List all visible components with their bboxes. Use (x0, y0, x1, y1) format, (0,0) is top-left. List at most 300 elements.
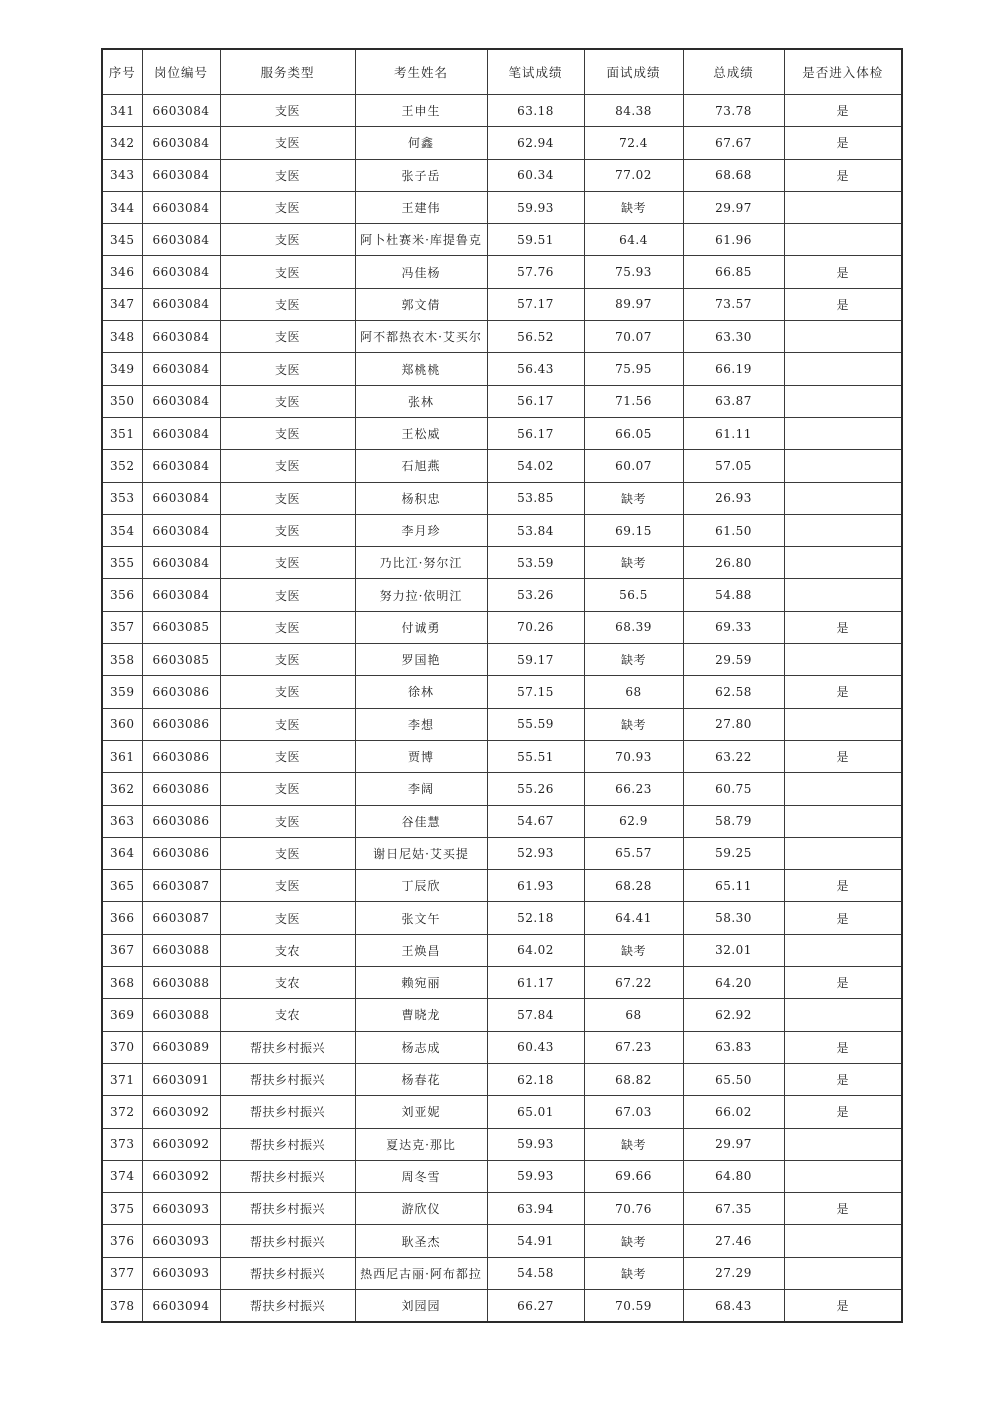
total-score-cell: 27.80 (683, 708, 784, 740)
post-code-cell: 6603091 (142, 1063, 220, 1095)
candidate-name-cell: 丁辰欣 (355, 870, 487, 902)
header-total-score: 总成绩 (683, 49, 784, 95)
row-index-cell: 345 (102, 224, 142, 256)
total-score-cell: 59.25 (683, 837, 784, 869)
service-type-cell: 帮扶乡村振兴 (220, 1160, 355, 1192)
table-row (102, 611, 902, 643)
written-score-cell: 57.84 (487, 999, 584, 1031)
total-score-cell: 61.50 (683, 514, 784, 546)
interview-score-cell: 缺考 (584, 191, 683, 223)
row-index-cell: 360 (102, 708, 142, 740)
service-type-cell: 支医 (220, 385, 355, 417)
service-type-cell: 支医 (220, 353, 355, 385)
row-index-cell: 364 (102, 837, 142, 869)
interview-score-cell: 72.4 (584, 127, 683, 159)
service-type-cell: 支农 (220, 967, 355, 999)
row-index-cell: 373 (102, 1128, 142, 1160)
post-code-cell: 6603092 (142, 1128, 220, 1160)
candidate-name-cell: 付诚勇 (355, 611, 487, 643)
row-index-cell: 343 (102, 159, 142, 191)
physical-exam-flag-cell (784, 644, 902, 676)
physical-exam-flag-cell (784, 1128, 902, 1160)
physical-exam-flag-cell (784, 934, 902, 966)
total-score-cell: 64.20 (683, 967, 784, 999)
written-score-cell: 56.43 (487, 353, 584, 385)
post-code-cell: 6603085 (142, 611, 220, 643)
row-index-cell: 357 (102, 611, 142, 643)
physical-exam-flag-cell (784, 417, 902, 449)
physical-exam-flag-cell: 是 (784, 159, 902, 191)
written-score-cell: 55.59 (487, 708, 584, 740)
service-type-cell: 支医 (220, 902, 355, 934)
interview-score-cell: 65.57 (584, 837, 683, 869)
service-type-cell: 支医 (220, 159, 355, 191)
interview-score-cell: 缺考 (584, 547, 683, 579)
row-index-cell: 378 (102, 1289, 142, 1322)
row-index-cell: 376 (102, 1225, 142, 1257)
row-index-cell: 355 (102, 547, 142, 579)
total-score-cell: 29.97 (683, 191, 784, 223)
post-code-cell: 6603087 (142, 902, 220, 934)
post-code-cell: 6603084 (142, 579, 220, 611)
post-code-cell: 6603092 (142, 1096, 220, 1128)
written-score-cell: 62.94 (487, 127, 584, 159)
written-score-cell: 63.18 (487, 95, 584, 127)
post-code-cell: 6603084 (142, 321, 220, 353)
row-index-cell: 351 (102, 417, 142, 449)
total-score-cell: 62.92 (683, 999, 784, 1031)
service-type-cell: 支医 (220, 224, 355, 256)
interview-score-cell: 缺考 (584, 1128, 683, 1160)
total-score-cell: 73.57 (683, 288, 784, 320)
physical-exam-flag-cell (784, 450, 902, 482)
interview-score-cell: 68 (584, 999, 683, 1031)
physical-exam-flag-cell (784, 482, 902, 514)
written-score-cell: 56.17 (487, 417, 584, 449)
post-code-cell: 6603086 (142, 740, 220, 772)
service-type-cell: 支医 (220, 644, 355, 676)
written-score-cell: 60.34 (487, 159, 584, 191)
interview-score-cell: 70.07 (584, 321, 683, 353)
written-score-cell: 60.43 (487, 1031, 584, 1063)
interview-score-cell: 69.66 (584, 1160, 683, 1192)
physical-exam-flag-cell (784, 321, 902, 353)
service-type-cell: 帮扶乡村振兴 (220, 1128, 355, 1160)
candidate-name-cell: 杨春花 (355, 1063, 487, 1095)
candidate-name-cell: 徐林 (355, 676, 487, 708)
candidate-name-cell: 耿圣杰 (355, 1225, 487, 1257)
row-index-cell: 365 (102, 870, 142, 902)
interview-score-cell: 69.15 (584, 514, 683, 546)
row-index-cell: 344 (102, 191, 142, 223)
service-type-cell: 支医 (220, 579, 355, 611)
row-index-cell: 347 (102, 288, 142, 320)
written-score-cell: 57.76 (487, 256, 584, 288)
interview-score-cell: 67.23 (584, 1031, 683, 1063)
table-row (102, 967, 902, 999)
total-score-cell: 61.96 (683, 224, 784, 256)
table-row (102, 547, 902, 579)
total-score-cell: 66.85 (683, 256, 784, 288)
written-score-cell: 53.85 (487, 482, 584, 514)
total-score-cell: 27.46 (683, 1225, 784, 1257)
row-index-cell: 369 (102, 999, 142, 1031)
candidate-name-cell: 张子岳 (355, 159, 487, 191)
written-score-cell: 54.02 (487, 450, 584, 482)
row-index-cell: 361 (102, 740, 142, 772)
physical-exam-flag-cell: 是 (784, 256, 902, 288)
total-score-cell: 62.58 (683, 676, 784, 708)
candidate-name-cell: 杨积忠 (355, 482, 487, 514)
row-index-cell: 359 (102, 676, 142, 708)
service-type-cell: 支医 (220, 450, 355, 482)
physical-exam-flag-cell (784, 708, 902, 740)
service-type-cell: 支医 (220, 127, 355, 159)
candidate-name-cell: 冯佳杨 (355, 256, 487, 288)
candidate-name-cell: 游欣仪 (355, 1193, 487, 1225)
score-table (101, 48, 903, 1323)
table-row (102, 353, 902, 385)
written-score-cell: 54.67 (487, 805, 584, 837)
row-index-cell: 368 (102, 967, 142, 999)
total-score-cell: 68.68 (683, 159, 784, 191)
physical-exam-flag-cell (784, 1160, 902, 1192)
total-score-cell: 57.05 (683, 450, 784, 482)
row-index-cell: 348 (102, 321, 142, 353)
candidate-name-cell: 李月珍 (355, 514, 487, 546)
candidate-name-cell: 刘园园 (355, 1289, 487, 1322)
total-score-cell: 58.79 (683, 805, 784, 837)
candidate-name-cell: 王建伟 (355, 191, 487, 223)
written-score-cell: 52.18 (487, 902, 584, 934)
interview-score-cell: 56.5 (584, 579, 683, 611)
row-index-cell: 372 (102, 1096, 142, 1128)
table-row (102, 288, 902, 320)
header-index: 序号 (102, 49, 142, 95)
post-code-cell: 6603084 (142, 127, 220, 159)
interview-score-cell: 缺考 (584, 1225, 683, 1257)
table-row (102, 999, 902, 1031)
header-written-score: 笔试成绩 (487, 49, 584, 95)
interview-score-cell: 67.03 (584, 1096, 683, 1128)
post-code-cell: 6603093 (142, 1257, 220, 1289)
table-row (102, 482, 902, 514)
service-type-cell: 支医 (220, 321, 355, 353)
post-code-cell: 6603084 (142, 417, 220, 449)
row-index-cell: 363 (102, 805, 142, 837)
post-code-cell: 6603089 (142, 1031, 220, 1063)
written-score-cell: 59.51 (487, 224, 584, 256)
post-code-cell: 6603084 (142, 482, 220, 514)
interview-score-cell: 缺考 (584, 482, 683, 514)
row-index-cell: 356 (102, 579, 142, 611)
table-row (102, 1063, 902, 1095)
row-index-cell: 367 (102, 934, 142, 966)
total-score-cell: 26.80 (683, 547, 784, 579)
total-score-cell: 66.19 (683, 353, 784, 385)
service-type-cell: 支医 (220, 482, 355, 514)
service-type-cell: 帮扶乡村振兴 (220, 1063, 355, 1095)
total-score-cell: 63.30 (683, 321, 784, 353)
service-type-cell: 支医 (220, 288, 355, 320)
interview-score-cell: 67.22 (584, 967, 683, 999)
total-score-cell: 65.50 (683, 1063, 784, 1095)
written-score-cell: 53.26 (487, 579, 584, 611)
candidate-name-cell: 赖宛丽 (355, 967, 487, 999)
physical-exam-flag-cell: 是 (784, 1289, 902, 1322)
physical-exam-flag-cell (784, 385, 902, 417)
written-score-cell: 61.17 (487, 967, 584, 999)
physical-exam-flag-cell: 是 (784, 611, 902, 643)
candidate-name-cell: 阿不都热衣木·艾买尔 (355, 321, 487, 353)
written-score-cell: 53.59 (487, 547, 584, 579)
table-row (102, 1257, 902, 1289)
physical-exam-flag-cell (784, 224, 902, 256)
candidate-name-cell: 郭文倩 (355, 288, 487, 320)
service-type-cell: 支医 (220, 611, 355, 643)
interview-score-cell: 缺考 (584, 708, 683, 740)
row-index-cell: 341 (102, 95, 142, 127)
post-code-cell: 6603084 (142, 547, 220, 579)
written-score-cell: 70.26 (487, 611, 584, 643)
written-score-cell: 63.94 (487, 1193, 584, 1225)
row-index-cell: 349 (102, 353, 142, 385)
post-code-cell: 6603092 (142, 1160, 220, 1192)
written-score-cell: 54.91 (487, 1225, 584, 1257)
written-score-cell: 66.27 (487, 1289, 584, 1322)
total-score-cell: 60.75 (683, 773, 784, 805)
post-code-cell: 6603087 (142, 870, 220, 902)
physical-exam-flag-cell (784, 773, 902, 805)
interview-score-cell: 71.56 (584, 385, 683, 417)
candidate-name-cell: 李想 (355, 708, 487, 740)
row-index-cell: 350 (102, 385, 142, 417)
candidate-name-cell: 张林 (355, 385, 487, 417)
candidate-name-cell: 乃比江·努尔江 (355, 547, 487, 579)
service-type-cell: 支医 (220, 805, 355, 837)
interview-score-cell: 89.97 (584, 288, 683, 320)
interview-score-cell: 68.39 (584, 611, 683, 643)
post-code-cell: 6603084 (142, 224, 220, 256)
physical-exam-flag-cell (784, 353, 902, 385)
service-type-cell: 支医 (220, 740, 355, 772)
interview-score-cell: 缺考 (584, 644, 683, 676)
interview-score-cell: 70.76 (584, 1193, 683, 1225)
interview-score-cell: 64.41 (584, 902, 683, 934)
interview-score-cell: 68 (584, 676, 683, 708)
candidate-name-cell: 周冬雪 (355, 1160, 487, 1192)
physical-exam-flag-cell: 是 (784, 95, 902, 127)
physical-exam-flag-cell (784, 1225, 902, 1257)
total-score-cell: 32.01 (683, 934, 784, 966)
service-type-cell: 支医 (220, 870, 355, 902)
table-row (102, 514, 902, 546)
written-score-cell: 55.51 (487, 740, 584, 772)
service-type-cell: 支农 (220, 934, 355, 966)
post-code-cell: 6603084 (142, 514, 220, 546)
total-score-cell: 67.67 (683, 127, 784, 159)
written-score-cell: 53.84 (487, 514, 584, 546)
physical-exam-flag-cell (784, 999, 902, 1031)
table-header-row (102, 49, 902, 95)
candidate-name-cell: 郑桃桃 (355, 353, 487, 385)
interview-score-cell: 66.23 (584, 773, 683, 805)
table-row (102, 837, 902, 869)
header-candidate-name: 考生姓名 (355, 49, 487, 95)
service-type-cell: 帮扶乡村振兴 (220, 1031, 355, 1063)
service-type-cell: 帮扶乡村振兴 (220, 1257, 355, 1289)
table-row (102, 321, 902, 353)
table-row (102, 934, 902, 966)
post-code-cell: 6603084 (142, 385, 220, 417)
physical-exam-flag-cell (784, 514, 902, 546)
interview-score-cell: 75.93 (584, 256, 683, 288)
table-row (102, 1160, 902, 1192)
physical-exam-flag-cell: 是 (784, 676, 902, 708)
interview-score-cell: 60.07 (584, 450, 683, 482)
physical-exam-flag-cell (784, 837, 902, 869)
interview-score-cell: 75.95 (584, 353, 683, 385)
physical-exam-flag-cell (784, 805, 902, 837)
physical-exam-flag-cell (784, 579, 902, 611)
row-index-cell: 353 (102, 482, 142, 514)
row-index-cell: 370 (102, 1031, 142, 1063)
post-code-cell: 6603084 (142, 256, 220, 288)
candidate-name-cell: 何鑫 (355, 127, 487, 159)
written-score-cell: 56.17 (487, 385, 584, 417)
row-index-cell: 352 (102, 450, 142, 482)
total-score-cell: 63.87 (683, 385, 784, 417)
physical-exam-flag-cell (784, 1257, 902, 1289)
table-row (102, 1096, 902, 1128)
total-score-cell: 69.33 (683, 611, 784, 643)
total-score-cell: 58.30 (683, 902, 784, 934)
total-score-cell: 64.80 (683, 1160, 784, 1192)
candidate-name-cell: 罗国艳 (355, 644, 487, 676)
post-code-cell: 6603084 (142, 191, 220, 223)
physical-exam-flag-cell (784, 547, 902, 579)
table-row (102, 1289, 902, 1322)
service-type-cell: 支医 (220, 417, 355, 449)
table-row (102, 1225, 902, 1257)
physical-exam-flag-cell: 是 (784, 288, 902, 320)
interview-score-cell: 77.02 (584, 159, 683, 191)
post-code-cell: 6603086 (142, 676, 220, 708)
service-type-cell: 支医 (220, 773, 355, 805)
service-type-cell: 支医 (220, 837, 355, 869)
total-score-cell: 27.29 (683, 1257, 784, 1289)
candidate-name-cell: 贾博 (355, 740, 487, 772)
table-row (102, 191, 902, 223)
header-interview-score: 面试成绩 (584, 49, 683, 95)
table-row (102, 902, 902, 934)
interview-score-cell: 62.9 (584, 805, 683, 837)
table-row (102, 450, 902, 482)
row-index-cell: 362 (102, 773, 142, 805)
written-score-cell: 57.17 (487, 288, 584, 320)
table-row (102, 417, 902, 449)
post-code-cell: 6603093 (142, 1193, 220, 1225)
candidate-name-cell: 李阔 (355, 773, 487, 805)
candidate-name-cell: 王松威 (355, 417, 487, 449)
written-score-cell: 64.02 (487, 934, 584, 966)
table-row (102, 1128, 902, 1160)
candidate-name-cell: 夏达克·那比 (355, 1128, 487, 1160)
total-score-cell: 29.59 (683, 644, 784, 676)
post-code-cell: 6603086 (142, 773, 220, 805)
post-code-cell: 6603094 (142, 1289, 220, 1322)
written-score-cell: 65.01 (487, 1096, 584, 1128)
total-score-cell: 29.97 (683, 1128, 784, 1160)
candidate-name-cell: 努力拉·依明江 (355, 579, 487, 611)
written-score-cell: 59.93 (487, 191, 584, 223)
interview-score-cell: 66.05 (584, 417, 683, 449)
post-code-cell: 6603088 (142, 967, 220, 999)
post-code-cell: 6603086 (142, 805, 220, 837)
physical-exam-flag-cell: 是 (784, 870, 902, 902)
written-score-cell: 59.93 (487, 1160, 584, 1192)
row-index-cell: 354 (102, 514, 142, 546)
candidate-name-cell: 杨志成 (355, 1031, 487, 1063)
written-score-cell: 59.17 (487, 644, 584, 676)
table-row (102, 256, 902, 288)
written-score-cell: 55.26 (487, 773, 584, 805)
table-row (102, 644, 902, 676)
table-row (102, 805, 902, 837)
row-index-cell: 346 (102, 256, 142, 288)
physical-exam-flag-cell: 是 (784, 127, 902, 159)
table-row (102, 127, 902, 159)
table-row (102, 773, 902, 805)
physical-exam-flag-cell: 是 (784, 902, 902, 934)
table-row (102, 1193, 902, 1225)
total-score-cell: 54.88 (683, 579, 784, 611)
post-code-cell: 6603084 (142, 288, 220, 320)
service-type-cell: 支医 (220, 95, 355, 127)
row-index-cell: 366 (102, 902, 142, 934)
total-score-cell: 66.02 (683, 1096, 784, 1128)
interview-score-cell: 68.28 (584, 870, 683, 902)
interview-score-cell: 70.93 (584, 740, 683, 772)
interview-score-cell: 84.38 (584, 95, 683, 127)
table-row (102, 579, 902, 611)
table-row (102, 676, 902, 708)
table-row (102, 224, 902, 256)
physical-exam-flag-cell: 是 (784, 1031, 902, 1063)
service-type-cell: 支医 (220, 708, 355, 740)
service-type-cell: 帮扶乡村振兴 (220, 1193, 355, 1225)
table-row (102, 708, 902, 740)
post-code-cell: 6603088 (142, 934, 220, 966)
post-code-cell: 6603088 (142, 999, 220, 1031)
service-type-cell: 帮扶乡村振兴 (220, 1096, 355, 1128)
service-type-cell: 支医 (220, 256, 355, 288)
physical-exam-flag-cell: 是 (784, 1063, 902, 1095)
service-type-cell: 支医 (220, 547, 355, 579)
written-score-cell: 52.93 (487, 837, 584, 869)
candidate-name-cell: 曹晓龙 (355, 999, 487, 1031)
service-type-cell: 支医 (220, 514, 355, 546)
row-index-cell: 358 (102, 644, 142, 676)
interview-score-cell: 缺考 (584, 1257, 683, 1289)
service-type-cell: 帮扶乡村振兴 (220, 1225, 355, 1257)
written-score-cell: 57.15 (487, 676, 584, 708)
row-index-cell: 371 (102, 1063, 142, 1095)
candidate-name-cell: 王焕昌 (355, 934, 487, 966)
post-code-cell: 6603085 (142, 644, 220, 676)
interview-score-cell: 缺考 (584, 934, 683, 966)
header-physical-exam: 是否进入体检 (784, 49, 902, 95)
